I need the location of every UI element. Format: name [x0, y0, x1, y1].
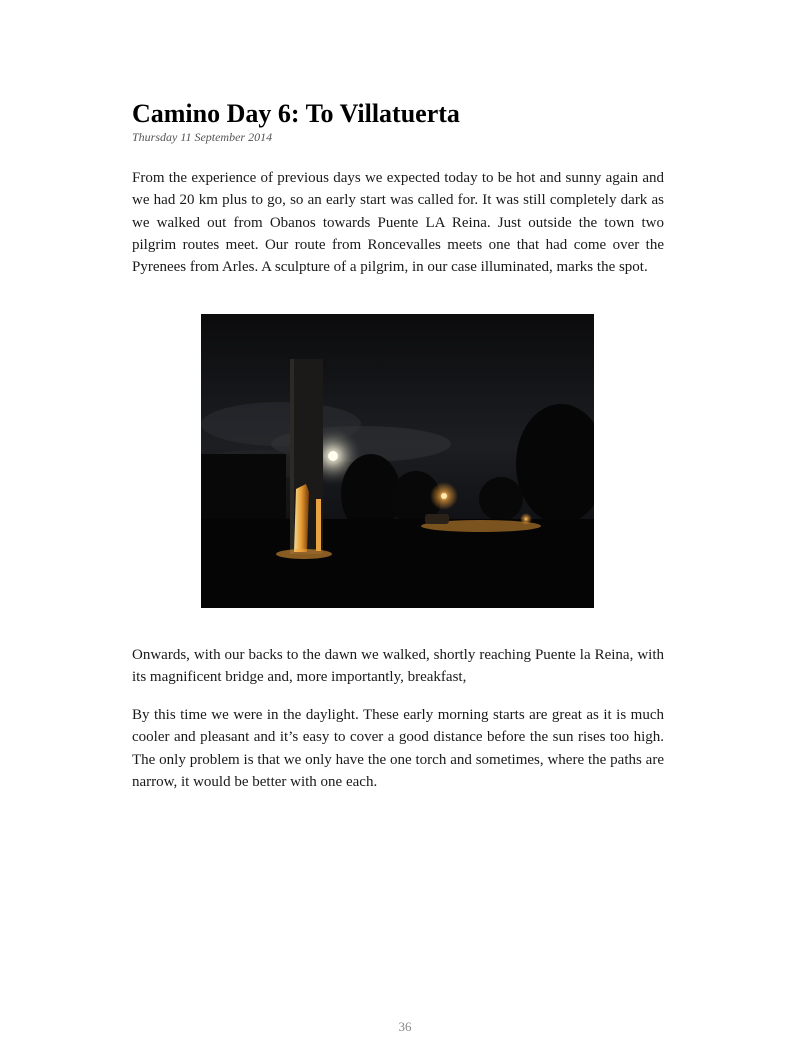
pilgrim-figure [294, 484, 309, 552]
paragraph-3: By this time we were in the daylight. These early morning starts are great as it is much cooler and pleasant and it’s easy to cover a good distance before the sun rises too high. The only problem is that we only have the one torch and sometimes, where the paths are narrow, it would be better with one each. [132, 707, 664, 790]
tree-silhouette [479, 477, 523, 521]
moon [328, 451, 338, 461]
pillar-light-strip [316, 499, 321, 551]
paragraph-1: From the experience of previous days we expected today to be hot and sunny again and we had 20 km plus to go, so an early start was called for. It was still completely dark as we walked out from Obanos towards Puente LA Reina. Just outside the town two pilgrim routes meet. Our route from Roncevalles meets one that had come over the Pyrenees from Arles. A sculpture of a pilgrim, in our case illuminated, marks the spot. [132, 170, 664, 276]
sculpture-pillar-edge [290, 359, 294, 554]
paragraph-2: Onwards, with our backs to the dawn we walked, shortly reaching Puente la Reina, with its magnificent bridge and, more importantly, breakfast, [132, 647, 664, 686]
photo-illustration [201, 314, 594, 608]
pilgrim-sculpture-photo [201, 314, 594, 608]
page-title: Camino Day 6: To Villatuerta [132, 99, 460, 128]
street-lamp-glow [520, 513, 532, 525]
page-number: 36 [398, 1019, 412, 1034]
parked-car [425, 514, 449, 524]
post-date: Thursday 11 September 2014 [132, 130, 273, 144]
ground [201, 519, 594, 608]
base-light [276, 549, 332, 559]
street-lamp [441, 493, 447, 499]
